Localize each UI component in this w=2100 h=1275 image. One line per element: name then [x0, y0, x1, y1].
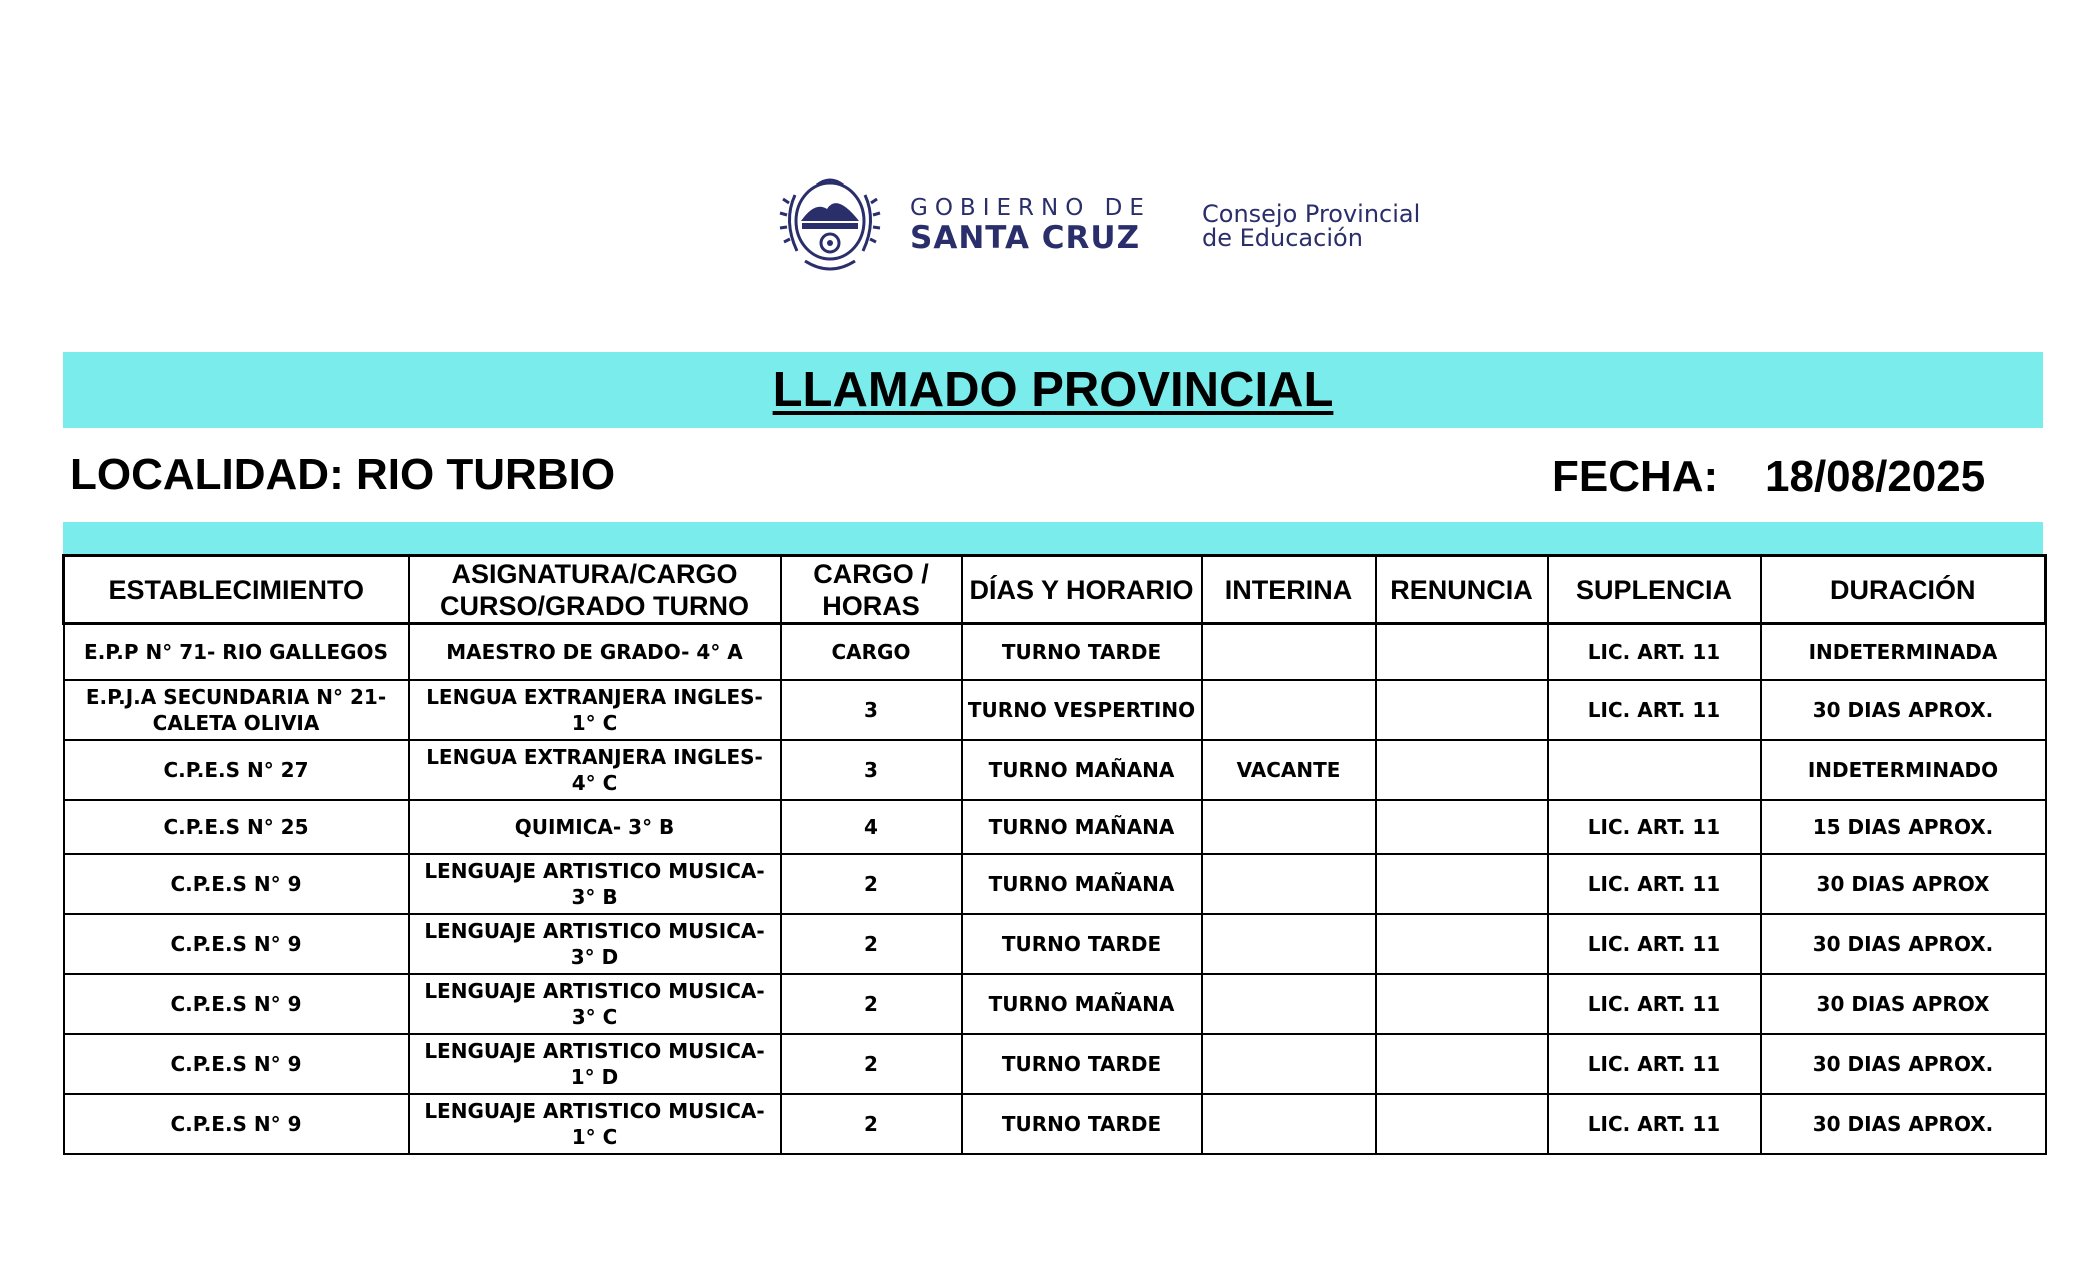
accent-strip — [63, 522, 2043, 554]
table-cell: E.P.J.A SECUNDARIA N° 21- CALETA OLIVIA — [64, 680, 409, 740]
table-cell: C.P.E.S N° 9 — [64, 914, 409, 974]
table-cell: C.P.E.S N° 9 — [64, 1094, 409, 1154]
table-header-row — [64, 556, 2046, 624]
table-cell: TURNO TARDE — [962, 1094, 1202, 1154]
table-cell: LENGUAJE ARTISTICO MUSICA- 3° D — [409, 914, 781, 974]
table-cell: TURNO TARDE — [962, 624, 1202, 680]
table-cell: E.P.P N° 71- RIO GALLEGOS — [64, 624, 409, 680]
table-cell: 30 DIAS APROX — [1761, 974, 2046, 1034]
table-cell — [1376, 974, 1548, 1034]
column-header: INTERINA — [1202, 556, 1376, 624]
table-cell: 30 DIAS APROX. — [1761, 1034, 2046, 1094]
table-cell: LIC. ART. 11 — [1548, 1094, 1761, 1154]
table-cell: INDETERMINADA — [1761, 624, 2046, 680]
table-cell: 30 DIAS APROX. — [1761, 914, 2046, 974]
table-cell: VACANTE — [1202, 740, 1376, 800]
table-cell: LIC. ART. 11 — [1548, 624, 1761, 680]
table-cell: TURNO MAÑANA — [962, 740, 1202, 800]
table-cell: 15 DIAS APROX. — [1761, 800, 2046, 854]
column-header: ESTABLECIMIENTO — [64, 556, 409, 624]
table-cell — [1202, 1094, 1376, 1154]
table-cell: 2 — [781, 854, 962, 914]
table-cell: 3 — [781, 740, 962, 800]
table-cell: C.P.E.S N° 25 — [64, 800, 409, 854]
page-title: LLAMADO PROVINCIAL — [772, 363, 1334, 417]
column-header: RENUNCIA — [1376, 556, 1548, 624]
table-cell: C.P.E.S N° 9 — [64, 854, 409, 914]
table-cell: 2 — [781, 974, 962, 1034]
table-cell: TURNO TARDE — [962, 914, 1202, 974]
column-header: DÍAS Y HORARIO — [962, 556, 1202, 624]
table-cell: MAESTRO DE GRADO- 4° A — [409, 624, 781, 680]
table-cell — [1376, 680, 1548, 740]
table-row — [64, 624, 2046, 680]
table-cell: LIC. ART. 11 — [1548, 974, 1761, 1034]
localidad-label: LOCALIDAD: RIO TURBIO — [70, 450, 616, 499]
table-cell — [1376, 1094, 1548, 1154]
gobierno-line1: GOBIERNO DE — [910, 195, 1151, 221]
table-cell — [1548, 740, 1761, 800]
column-header: SUPLENCIA — [1548, 556, 1761, 624]
table-row — [64, 914, 2046, 974]
table-cell: 4 — [781, 800, 962, 854]
table-cell — [1202, 914, 1376, 974]
table-cell: LIC. ART. 11 — [1548, 680, 1761, 740]
table-cell: LENGUAJE ARTISTICO MUSICA- 1° D — [409, 1034, 781, 1094]
table-cell — [1376, 854, 1548, 914]
table-cell: LENGUA EXTRANJERA INGLES- 1° C — [409, 680, 781, 740]
table-cell: LENGUAJE ARTISTICO MUSICA- 3° B — [409, 854, 781, 914]
table-cell — [1202, 974, 1376, 1034]
table-cell: 2 — [781, 1094, 962, 1154]
column-header: ASIGNATURA/CARGO CURSO/GRADO TURNO — [409, 556, 781, 624]
table-cell: 30 DIAS APROX — [1761, 854, 2046, 914]
table-row — [64, 1034, 2046, 1094]
table-cell: TURNO TARDE — [962, 1034, 1202, 1094]
table-row — [64, 1094, 2046, 1154]
consejo-name — [1202, 202, 1420, 250]
table-cell — [1202, 854, 1376, 914]
table-cell: 2 — [781, 1034, 962, 1094]
table-cell: CARGO — [781, 624, 962, 680]
table-cell — [1202, 624, 1376, 680]
column-header: DURACIÓN — [1761, 556, 2046, 624]
table-cell: TURNO MAÑANA — [962, 974, 1202, 1034]
table-row — [64, 680, 2046, 740]
table-cell: TURNO VESPERTINO — [962, 680, 1202, 740]
table-cell: 30 DIAS APROX. — [1761, 680, 2046, 740]
table-cell — [1202, 800, 1376, 854]
fecha-value: 18/08/2025 — [1765, 452, 1986, 501]
table-cell — [1376, 740, 1548, 800]
table-cell: C.P.E.S N° 9 — [64, 974, 409, 1034]
table-cell: 3 — [781, 680, 962, 740]
table-cell: LENGUAJE ARTISTICO MUSICA- 1° C — [409, 1094, 781, 1154]
table-cell — [1376, 800, 1548, 854]
table-cell: LIC. ART. 11 — [1548, 1034, 1761, 1094]
table-row — [64, 740, 2046, 800]
provincial-seal-icon — [775, 165, 885, 283]
table-cell: LENGUA EXTRANJERA INGLES- 4° C — [409, 740, 781, 800]
table-cell: LIC. ART. 11 — [1548, 914, 1761, 974]
table-cell: TURNO MAÑANA — [962, 800, 1202, 854]
header-logo — [775, 165, 1495, 285]
gobierno-line2: SANTA CRUZ — [910, 220, 1141, 256]
table-cell — [1202, 1034, 1376, 1094]
title-banner — [63, 352, 2043, 428]
table-cell — [1202, 680, 1376, 740]
table-cell: INDETERMINADO — [1761, 740, 2046, 800]
consejo-line1: Consejo Provincial — [1202, 200, 1421, 228]
table-row — [64, 800, 2046, 854]
table-cell: C.P.E.S N° 9 — [64, 1034, 409, 1094]
table-row — [64, 854, 2046, 914]
consejo-line2: de Educación — [1202, 224, 1363, 252]
table-cell: LIC. ART. 11 — [1548, 854, 1761, 914]
table-cell: 30 DIAS APROX. — [1761, 1094, 2046, 1154]
table-cell — [1376, 914, 1548, 974]
table-cell: TURNO MAÑANA — [962, 854, 1202, 914]
table-cell: QUIMICA- 3° B — [409, 800, 781, 854]
fecha-label: FECHA: — [1552, 452, 1719, 501]
vacancies-table — [62, 554, 2047, 1155]
table-cell: 2 — [781, 914, 962, 974]
table-cell — [1376, 624, 1548, 680]
table-cell — [1376, 1034, 1548, 1094]
table-cell: LIC. ART. 11 — [1548, 800, 1761, 854]
table-row — [64, 974, 2046, 1034]
table-cell: LENGUAJE ARTISTICO MUSICA- 3° C — [409, 974, 781, 1034]
table-cell: C.P.E.S N° 27 — [64, 740, 409, 800]
column-header: CARGO / HORAS — [781, 556, 962, 624]
